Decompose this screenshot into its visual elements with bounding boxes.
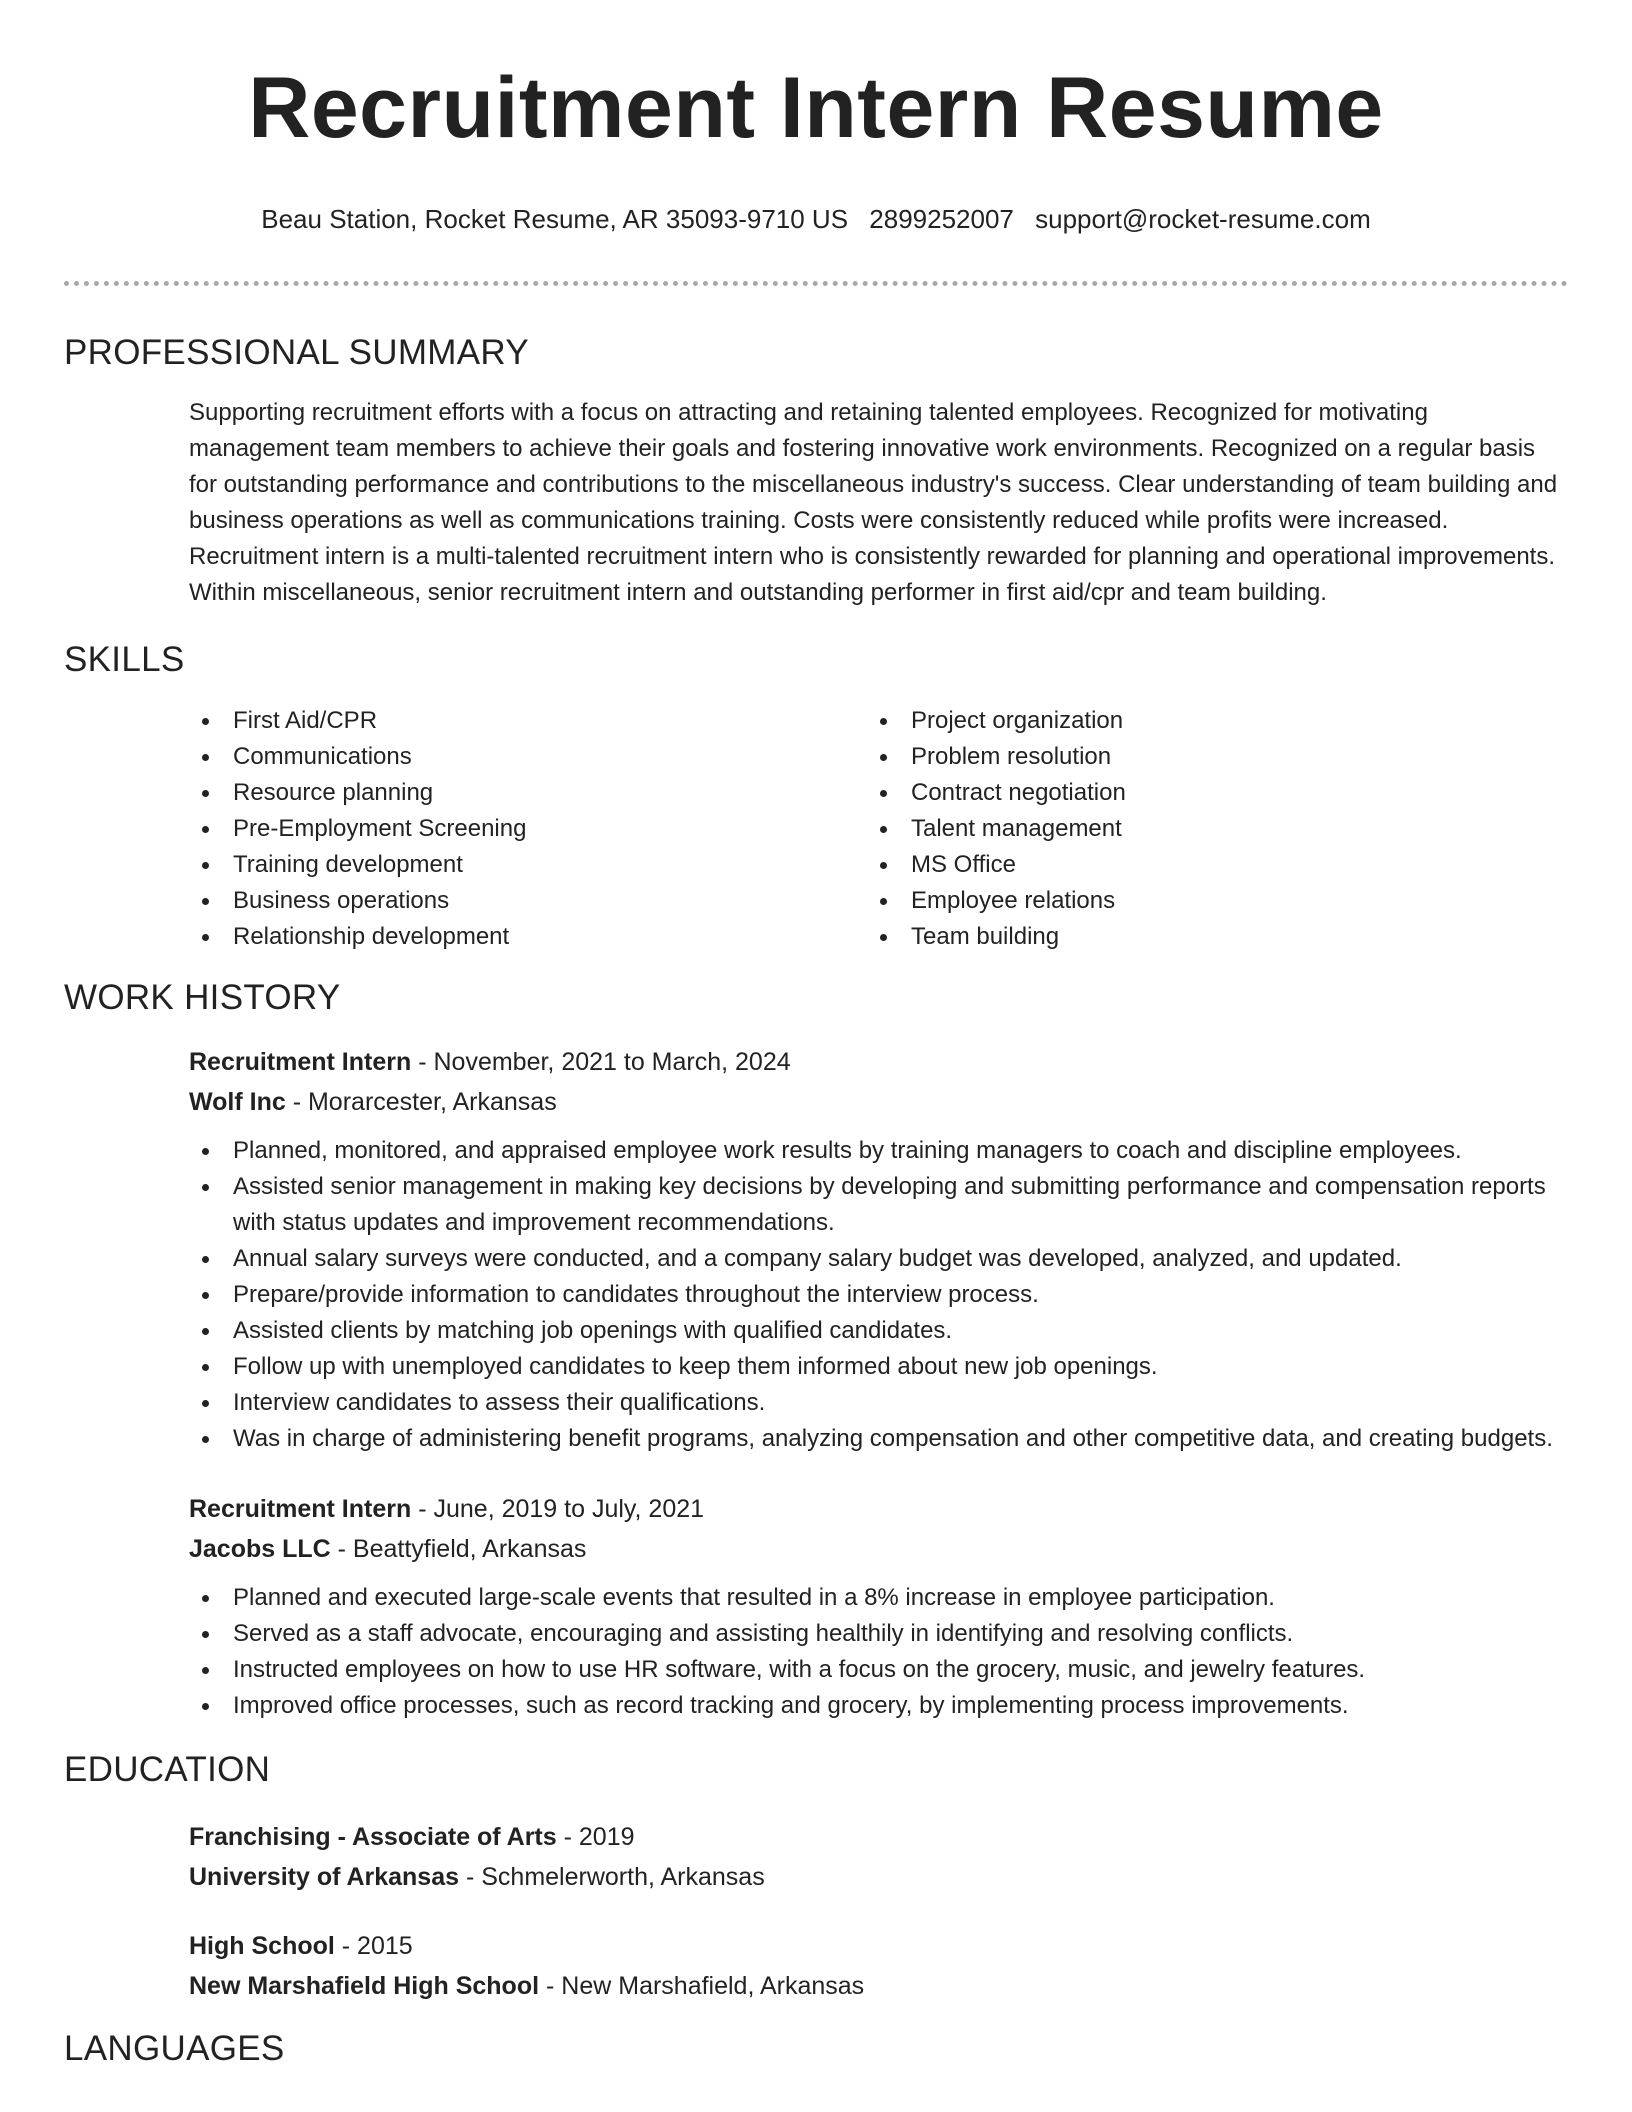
job-duty: Assisted clients by matching job openings with qualified candidates. xyxy=(189,1313,1568,1349)
education-entry xyxy=(189,1817,1568,1897)
job-dates: - June, 2019 to July, 2021 xyxy=(411,1495,705,1523)
job-duties xyxy=(189,1580,1568,1724)
job-duty: Served as a staff advocate, encouraging and assisting healthily in identifying and resolving conflicts. xyxy=(189,1616,1568,1652)
job-location: - Beattyfield, Arkansas xyxy=(330,1535,587,1563)
education-degree: Franchising - Associate of Arts xyxy=(189,1823,557,1851)
job-company: Jacobs LLC xyxy=(189,1535,331,1563)
job-duty: Assisted senior management in making key decisions by developing and submitting performance and compensation reports with status updates and improvement recommendations. xyxy=(189,1169,1568,1241)
job-duty: Follow up with unemployed candidates to keep them informed about new job openings. xyxy=(189,1349,1568,1385)
education-degree-line xyxy=(189,1926,1568,1966)
job-company: Wolf Inc xyxy=(189,1088,286,1116)
job-company-line xyxy=(189,1529,1568,1569)
job-company-line xyxy=(189,1082,1568,1122)
skill-item: Talent management xyxy=(867,811,1545,847)
job-duty: Planned, monitored, and appraised employee work results by training managers to coach and discipline employees. xyxy=(189,1133,1568,1169)
header-divider xyxy=(64,281,1568,286)
education-location: - New Marshafield, Arkansas xyxy=(539,1972,865,2000)
job-duty: Improved office processes, such as record tracking and grocery, by implementing process improvements. xyxy=(189,1688,1568,1724)
education-entry xyxy=(189,1926,1568,2006)
resume-title: Recruitment Intern Resume xyxy=(248,60,1384,156)
skills-column-right xyxy=(867,703,1545,955)
skill-item: Communications xyxy=(189,739,867,775)
education-degree-line xyxy=(189,1817,1568,1857)
job-title-line xyxy=(189,1489,1568,1529)
education-school-line xyxy=(189,1857,1568,1897)
skill-item: Resource planning xyxy=(189,775,867,811)
job-duty: Planned and executed large-scale events that resulted in a 8% increase in employee participation. xyxy=(189,1580,1568,1616)
skills-heading: SKILLS xyxy=(64,640,185,679)
summary-heading: PROFESSIONAL SUMMARY xyxy=(64,333,529,372)
contact-phone: 2899252007 xyxy=(869,204,1014,234)
job-role: Recruitment Intern xyxy=(189,1495,412,1523)
skill-item: Problem resolution xyxy=(867,739,1545,775)
skill-item: Relationship development xyxy=(189,919,867,955)
education-location: - Schmelerworth, Arkansas xyxy=(459,1863,765,1891)
education-school-line xyxy=(189,1966,1568,2006)
skill-item: MS Office xyxy=(867,847,1545,883)
job-duty: Was in charge of administering benefit programs, analyzing compensation and other competitive data, and creating budgets. xyxy=(189,1421,1568,1457)
job-entry xyxy=(189,1489,1568,1724)
skill-item: Training development xyxy=(189,847,867,883)
skill-item: Business operations xyxy=(189,883,867,919)
skill-item: Contract negotiation xyxy=(867,775,1545,811)
education-year: - 2015 xyxy=(334,1932,413,1960)
skills-column-left xyxy=(189,703,867,955)
job-location: - Morarcester, Arkansas xyxy=(285,1088,557,1116)
education-school: New Marshafield High School xyxy=(189,1972,540,2000)
contact-line xyxy=(64,202,1568,236)
skill-item: First Aid/CPR xyxy=(189,703,867,739)
job-duty: Prepare/provide information to candidates throughout the interview process. xyxy=(189,1277,1568,1313)
contact-address: Beau Station, Rocket Resume, AR 35093-9710 US xyxy=(261,204,849,234)
education-heading: EDUCATION xyxy=(64,1750,271,1789)
education-degree: High School xyxy=(189,1932,335,1960)
job-entry xyxy=(189,1042,1568,1457)
job-duty: Interview candidates to assess their qualifications. xyxy=(189,1385,1568,1421)
skills-list xyxy=(189,703,1568,955)
skill-item: Project organization xyxy=(867,703,1545,739)
job-role: Recruitment Intern xyxy=(189,1048,412,1076)
skill-item: Team building xyxy=(867,919,1545,955)
skill-item: Employee relations xyxy=(867,883,1545,919)
job-duties xyxy=(189,1133,1568,1457)
contact-email: support@rocket-resume.com xyxy=(1035,204,1371,234)
work-history-heading: WORK HISTORY xyxy=(64,978,341,1017)
education-year: - 2019 xyxy=(556,1823,635,1851)
languages-heading: LANGUAGES xyxy=(64,2029,285,2068)
skill-item: Pre-Employment Screening xyxy=(189,811,867,847)
job-dates: - November, 2021 to March, 2024 xyxy=(411,1048,791,1076)
job-duty: Annual salary surveys were conducted, and a company salary budget was developed, analyzed, and updated. xyxy=(189,1241,1568,1277)
job-title-line xyxy=(189,1042,1568,1082)
education-school: University of Arkansas xyxy=(189,1863,460,1891)
summary-text: Supporting recruitment efforts with a focus on attracting and retaining talented employees. Recognized for motivating management team members to achieve their goals and fostering innovative work environments. Recognized on a regular basis for outstanding performance and contributions to the miscellaneous industry's success. Clear understanding of team building and business operations as well as communications training. Costs were consistently reduced while profits were increased. Recruitment intern is a multi-talented recruitment intern who is consistently rewarded for planning and operational improvements. Within miscellaneous, senior recruitment intern and outstanding performer in first aid/cpr and team building. xyxy=(189,399,1558,606)
job-duty: Instructed employees on how to use HR software, with a focus on the grocery, music, and jewelry features. xyxy=(189,1652,1568,1688)
